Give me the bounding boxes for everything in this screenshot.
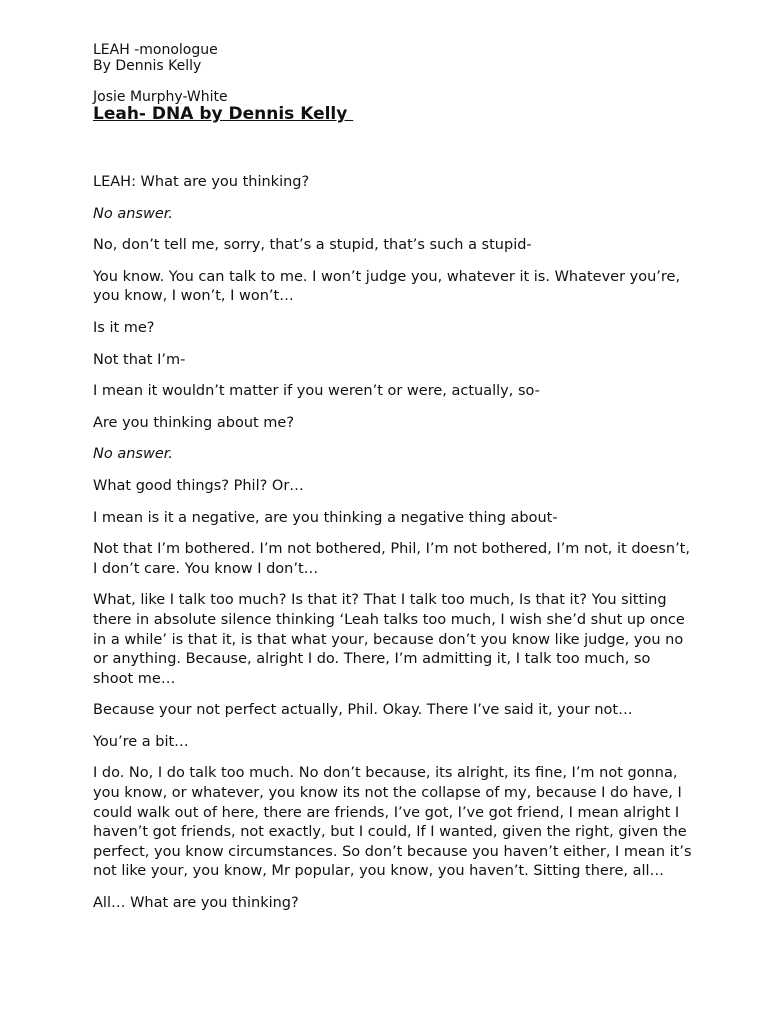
monologue-paragraph: I mean it wouldn’t matter if you weren’t or were, actually, so- (93, 383, 540, 400)
monologue-paragraph: What good things? Phil? Or… (93, 477, 304, 494)
document-title: Leah- DNA by Dennis Kelly (93, 104, 354, 124)
monologue-paragraph: Because your not perfect actually, Phil. Okay. There I’ve said it, your not… (93, 702, 633, 719)
monologue-paragraph: No, don’t tell me, sorry, that’s a stupid, that’s such a stupid- (93, 237, 532, 254)
monologue-paragraph: Not that I’m- (93, 351, 186, 368)
header-byline: By Dennis Kelly (93, 58, 202, 74)
monologue-paragraph: Not that I’m bothered. I’m not bothered, Phil, I’m not bothered, I’m not, it doesn’t, I don’t care. You know I don’t… (93, 541, 690, 577)
author-name: Josie Murphy-White (93, 89, 228, 105)
monologue-paragraph: You’re a bit… (93, 733, 189, 750)
header-monologue-line: LEAH -monologue (93, 42, 218, 58)
monologue-paragraph: Are you thinking about me? (93, 414, 295, 431)
monologue-paragraph: All… What are you thinking? (93, 895, 299, 912)
monologue-paragraph: What, like I talk too much? Is that it? That I talk too much, Is that it? You sitting there in absolute silence thinking ‘Leah talks too much, I wish she’d shut up once in a while’ is that it, is that what your, because don’t you know like judge, you no or anything. Because, alright I do. There, I’m admitting it, I talk too much, so shoot me… (93, 592, 685, 687)
monologue-paragraph: You know. You can talk to me. I won’t judge you, whatever it is. Whatever you’re, you know, I won’t, I won’t… (93, 268, 681, 305)
document-page (93, 42, 693, 926)
monologue-paragraph: Is it me? (93, 319, 155, 336)
monologue-paragraph: LEAH: What are you thinking? (93, 174, 310, 190)
monologue-paragraph: I mean is it a negative, are you thinking a negative thing about- (93, 509, 558, 526)
stage-direction: No answer. (93, 446, 173, 463)
monologue-body (93, 173, 693, 914)
stage-direction: No answer. (93, 205, 173, 222)
monologue-paragraph: I do. No, I do talk too much. No don’t because, its alright, its fine, I’m not gonna, you know, or whatever, you know its not the collapse of my, because I do have, I could walk out of here, there are friends, I’ve got, I’ve got friend, I mean alright I haven’t got friends, not exactly, but I could, If I wanted, given the right, given the perfect, you know circumstances. So don’t because you haven’t either, I mean it’s not like your, you know, Mr popular, you know, you haven’t. Sitting there, all… (93, 765, 692, 880)
